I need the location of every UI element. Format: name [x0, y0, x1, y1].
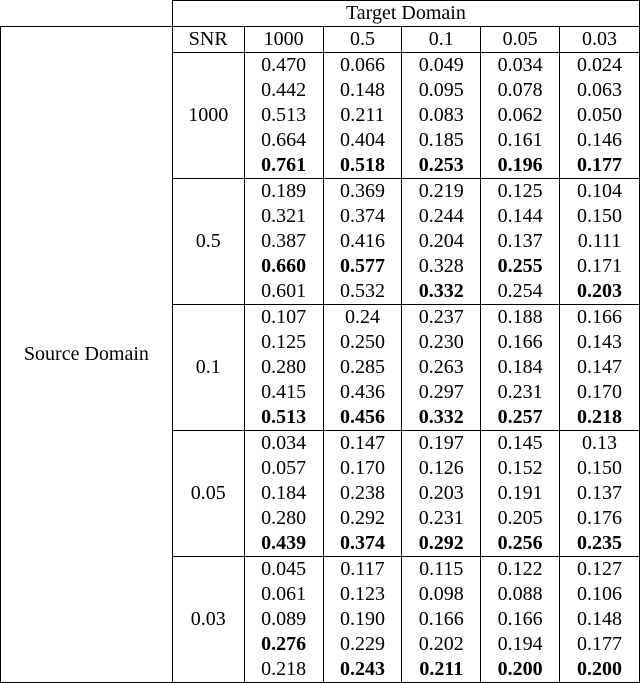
value-cell: 0.200: [560, 657, 640, 683]
target-snr-header: 0.03: [560, 27, 640, 53]
value-cell: 0.328: [402, 254, 481, 279]
value-cell: 0.255: [481, 254, 560, 279]
value-cell: 0.292: [402, 531, 481, 557]
value-cell: 0.231: [481, 380, 560, 405]
value-cell: 0.230: [402, 330, 481, 355]
value-cell: 0.063: [560, 78, 640, 103]
value-cell: 0.143: [560, 330, 640, 355]
value-cell: 0.177: [560, 632, 640, 657]
value-cell: 0.203: [560, 279, 640, 305]
source-snr-cell: 0.1: [172, 305, 244, 431]
value-cell: 0.332: [402, 279, 481, 305]
value-cell: 0.577: [323, 254, 402, 279]
value-cell: 0.107: [244, 305, 323, 331]
value-cell: 0.152: [481, 456, 560, 481]
header-row-target: [1, 1, 640, 27]
value-cell: 0.189: [244, 179, 323, 205]
value-cell: 0.111: [560, 229, 640, 254]
value-cell: 0.256: [481, 531, 560, 557]
value-cell: 0.211: [323, 103, 402, 128]
value-cell: 0.122: [481, 557, 560, 583]
value-cell: 0.184: [244, 481, 323, 506]
value-cell: 0.166: [402, 607, 481, 632]
value-cell: 0.196: [481, 153, 560, 179]
value-cell: 0.332: [402, 405, 481, 431]
value-cell: 0.166: [481, 330, 560, 355]
value-cell: 0.061: [244, 582, 323, 607]
value-cell: 0.532: [323, 279, 402, 305]
value-cell: 0.177: [560, 153, 640, 179]
value-cell: 0.436: [323, 380, 402, 405]
value-cell: 0.078: [481, 78, 560, 103]
value-cell: 0.229: [323, 632, 402, 657]
value-cell: 0.442: [244, 78, 323, 103]
value-cell: 0.197: [402, 431, 481, 457]
value-cell: 0.276: [244, 632, 323, 657]
value-cell: 0.257: [481, 405, 560, 431]
value-cell: 0.13: [560, 431, 640, 457]
value-cell: 0.166: [481, 607, 560, 632]
value-cell: 0.253: [402, 153, 481, 179]
value-cell: 0.369: [323, 179, 402, 205]
value-cell: 0.518: [323, 153, 402, 179]
value-cell: 0.106: [560, 582, 640, 607]
target-snr-header: 0.5: [323, 27, 402, 53]
target-domain-header: Target Domain: [172, 1, 639, 27]
target-snr-header: 0.05: [481, 27, 560, 53]
value-cell: 0.170: [560, 380, 640, 405]
value-cell: 0.190: [323, 607, 402, 632]
value-cell: 0.057: [244, 456, 323, 481]
value-cell: 0.205: [481, 506, 560, 531]
value-cell: 0.285: [323, 355, 402, 380]
value-cell: 0.219: [402, 179, 481, 205]
source-snr-cell: 0.03: [172, 557, 244, 683]
value-cell: 0.145: [481, 431, 560, 457]
value-cell: 0.237: [402, 305, 481, 331]
value-cell: 0.127: [560, 557, 640, 583]
value-cell: 0.263: [402, 355, 481, 380]
value-cell: 0.297: [402, 380, 481, 405]
value-cell: 0.144: [481, 204, 560, 229]
value-cell: 0.137: [560, 481, 640, 506]
value-cell: 0.125: [481, 179, 560, 205]
value-cell: 0.415: [244, 380, 323, 405]
value-cell: 0.049: [402, 53, 481, 79]
value-cell: 0.170: [323, 456, 402, 481]
value-cell: 0.254: [481, 279, 560, 305]
value-cell: 0.374: [323, 531, 402, 557]
value-cell: 0.200: [481, 657, 560, 683]
value-cell: 0.321: [244, 204, 323, 229]
value-cell: 0.137: [481, 229, 560, 254]
value-cell: 0.150: [560, 204, 640, 229]
value-cell: 0.123: [323, 582, 402, 607]
value-cell: 0.034: [481, 53, 560, 79]
value-cell: 0.176: [560, 506, 640, 531]
target-snr-header: 1000: [244, 27, 323, 53]
snr-header: SNR: [172, 27, 244, 53]
value-cell: 0.024: [560, 53, 640, 79]
value-cell: 0.171: [560, 254, 640, 279]
value-cell: 0.280: [244, 506, 323, 531]
value-cell: 0.098: [402, 582, 481, 607]
value-cell: 0.050: [560, 103, 640, 128]
value-cell: 0.185: [402, 128, 481, 153]
value-cell: 0.231: [402, 506, 481, 531]
header-row-snr: [1, 27, 640, 53]
value-cell: 0.184: [481, 355, 560, 380]
value-cell: 0.146: [560, 128, 640, 153]
value-cell: 0.115: [402, 557, 481, 583]
value-cell: 0.218: [244, 657, 323, 683]
value-cell: 0.188: [481, 305, 560, 331]
value-cell: 0.244: [402, 204, 481, 229]
value-cell: 0.194: [481, 632, 560, 657]
value-cell: 0.456: [323, 405, 402, 431]
value-cell: 0.24: [323, 305, 402, 331]
value-cell: 0.191: [481, 481, 560, 506]
value-cell: 0.066: [323, 53, 402, 79]
source-snr-cell: 0.5: [172, 179, 244, 305]
value-cell: 0.147: [323, 431, 402, 457]
value-cell: 0.238: [323, 481, 402, 506]
value-cell: 0.125: [244, 330, 323, 355]
value-cell: 0.211: [402, 657, 481, 683]
value-cell: 0.161: [481, 128, 560, 153]
value-cell: 0.166: [560, 305, 640, 331]
value-cell: 0.664: [244, 128, 323, 153]
target-snr-header: 0.1: [402, 27, 481, 53]
table-body: [1, 1, 640, 683]
value-cell: 0.126: [402, 456, 481, 481]
value-cell: 0.062: [481, 103, 560, 128]
header-blank-cell: [1, 1, 173, 27]
value-cell: 0.235: [560, 531, 640, 557]
value-cell: 0.202: [402, 632, 481, 657]
value-cell: 0.150: [560, 456, 640, 481]
value-cell: 0.601: [244, 279, 323, 305]
source-domain-label: Source Domain: [1, 27, 173, 683]
value-cell: 0.204: [402, 229, 481, 254]
value-cell: 0.089: [244, 607, 323, 632]
value-cell: 0.374: [323, 204, 402, 229]
value-cell: 0.404: [323, 128, 402, 153]
source-snr-cell: 0.05: [172, 431, 244, 557]
value-cell: 0.095: [402, 78, 481, 103]
value-cell: 0.761: [244, 153, 323, 179]
value-cell: 0.660: [244, 254, 323, 279]
value-cell: 0.148: [560, 607, 640, 632]
value-cell: 0.243: [323, 657, 402, 683]
value-cell: 0.218: [560, 405, 640, 431]
value-cell: 0.117: [323, 557, 402, 583]
value-cell: 0.416: [323, 229, 402, 254]
value-cell: 0.250: [323, 330, 402, 355]
value-cell: 0.088: [481, 582, 560, 607]
value-cell: 0.387: [244, 229, 323, 254]
value-cell: 0.034: [244, 431, 323, 457]
value-cell: 0.470: [244, 53, 323, 79]
value-cell: 0.147: [560, 355, 640, 380]
value-cell: 0.045: [244, 557, 323, 583]
value-cell: 0.083: [402, 103, 481, 128]
value-cell: 0.513: [244, 103, 323, 128]
value-cell: 0.104: [560, 179, 640, 205]
source-snr-cell: 1000: [172, 53, 244, 179]
value-cell: 0.439: [244, 531, 323, 557]
value-cell: 0.203: [402, 481, 481, 506]
value-cell: 0.513: [244, 405, 323, 431]
value-cell: 0.292: [323, 506, 402, 531]
value-cell: 0.148: [323, 78, 402, 103]
value-cell: 0.280: [244, 355, 323, 380]
